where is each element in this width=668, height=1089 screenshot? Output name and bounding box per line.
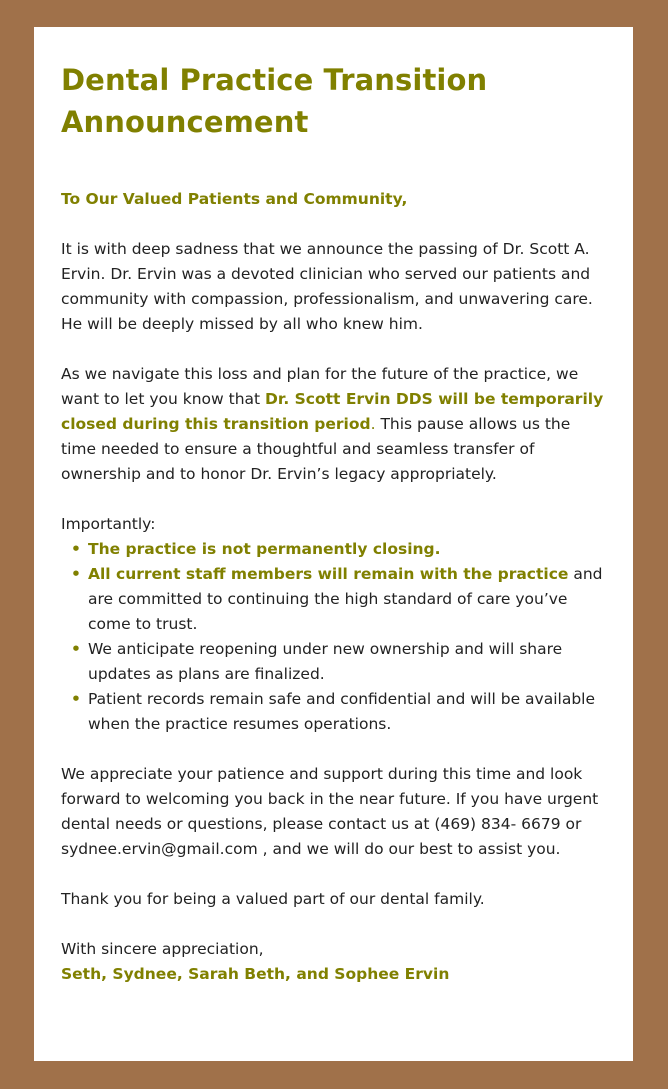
signoff-block [61, 937, 607, 987]
list-item-bold: All current staff members will remain with the practice [88, 565, 569, 583]
thanks-line: Thank you for being a valued part of our dental family. [61, 890, 485, 908]
paragraph-closure [61, 362, 607, 487]
list-item-text: and are committed to continuing the high standard of care you’ve come to trust. [88, 565, 603, 633]
list-item [71, 537, 607, 562]
contact-or-text: or [560, 815, 582, 833]
list-item [71, 687, 607, 737]
bullet-dot-icon: • [71, 640, 81, 658]
closure-period: . [370, 415, 376, 433]
contact-lead-text: We appreciate your patience and support during this time and look forward to welcoming you back in the near future. If you have urgent dental needs or questions, please contact us at [61, 765, 599, 833]
important-points-list [61, 537, 607, 737]
contact-phone[interactable]: (469) 834- 6679 [434, 815, 561, 833]
closure-rest-text: This pause allows us the time needed to ensure a thoughtful and seamless transfer of ownership and to honor Dr. Ervin’s legacy appropriately. [61, 415, 571, 483]
closing-line: With sincere appreciation, [61, 940, 264, 958]
bullet-dot-icon: • [71, 540, 81, 558]
greeting: To Our Valued Patients and Community, [61, 190, 408, 208]
bullet-dot-icon: • [71, 690, 81, 708]
list-item [71, 637, 607, 687]
paragraph-passing: It is with deep sadness that we announce the passing of Dr. Scott A. Ervin. Dr. Ervin was a devoted clinician who served our patients and community with compassion, professionalism, and unwavering care. He will be deeply missed by all who knew him. [61, 240, 593, 333]
list-item-bold: The practice is not permanently closing. [88, 540, 441, 558]
announcement-card [34, 27, 633, 1061]
list-item [71, 562, 607, 637]
closure-highlight: Dr. Scott Ervin DDS will be temporarily closed during this transition period [61, 390, 604, 433]
bullet-dot-icon: • [71, 565, 81, 583]
list-item-text: We anticipate reopening under new ownership and will share updates as plans are finalized. [88, 640, 563, 683]
signature: Seth, Sydnee, Sarah Beth, and Sophee Ervin [61, 965, 450, 983]
list-item-text: Patient records remain safe and confidential and will be available when the practice resumes operations. [88, 690, 595, 733]
contact-email[interactable]: sydnee.ervin@gmail.com [61, 840, 258, 858]
page-title: Dental Practice Transition Announcement [61, 63, 488, 139]
closure-lead-text: As we navigate this loss and plan for the future of the practice, we want to let you know that [61, 365, 579, 408]
importantly-label: Importantly: [61, 515, 156, 533]
contact-tail-text: , and we will do our best to assist you. [257, 840, 561, 858]
paragraph-contact [61, 762, 607, 862]
